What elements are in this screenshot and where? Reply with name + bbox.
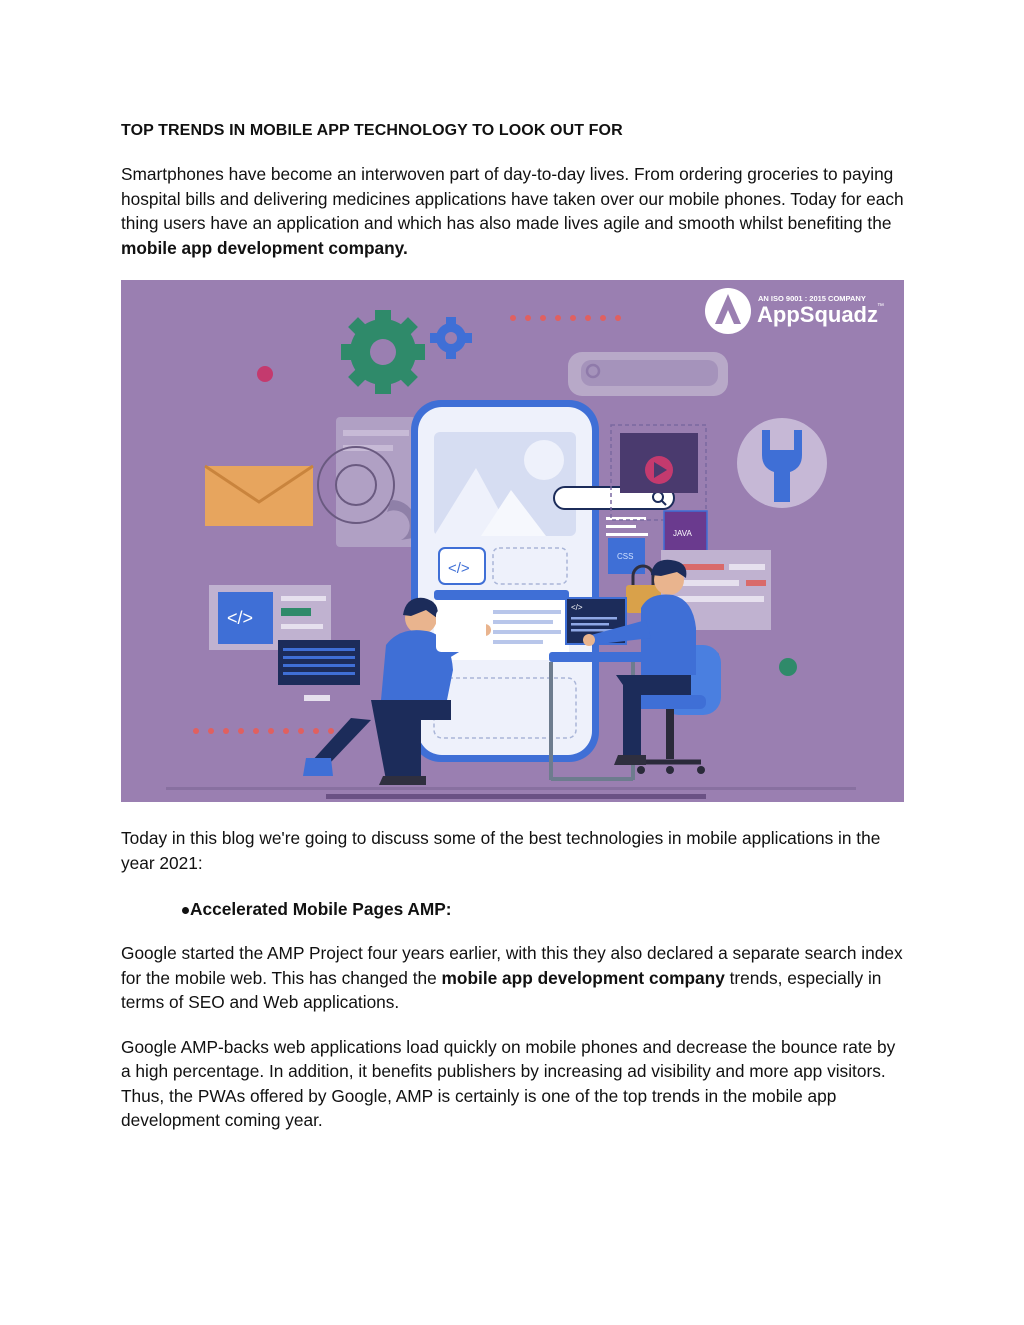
- amp-bold-text: mobile app development company: [441, 967, 725, 988]
- document-body: [121, 122, 906, 1133]
- svg-text:™: ™: [877, 303, 884, 310]
- svg-text:</>: </>: [448, 560, 470, 577]
- svg-text:CSS: CSS: [617, 552, 634, 561]
- bullet-item-amp: [121, 897, 906, 921]
- svg-text:AN ISO 9001 : 2015 COMPANY: AN ISO 9001 : 2015 COMPANY: [758, 294, 866, 303]
- intro-paragraph: [121, 162, 906, 260]
- hero-illustration: [121, 280, 904, 802]
- svg-text:AppSquadz: AppSquadz: [757, 302, 878, 327]
- page-title: TOP TRENDS IN MOBILE APP TECHNOLOGY TO LOOK OUT FOR: [121, 122, 623, 139]
- envelope-icon: [205, 466, 313, 526]
- amp-paragraph-2: Google AMP-backs web applications load quickly on mobile phones and decrease the bounce rate by a high percentage. In addition, it benefits publishers by increasing ad visibility and more app visitors. Thus, the PWAs offered by Google, AMP is certainly is one of the top trends in the mobile app development coming year.: [121, 1036, 896, 1130]
- tablet: [436, 610, 486, 652]
- floor-line: [166, 787, 856, 790]
- dark-list-panel: [278, 640, 360, 685]
- code-icon: </>: [227, 608, 254, 628]
- floor-shadow: [326, 794, 706, 799]
- gear-icon-large: [341, 310, 425, 394]
- amp-paragraph-1: Google started the AMP Project four years earlier, with this they also declared a separate search index for the mobile web. This has changed the mobile app development company trends, especially in terms of SEO and Web applications.: [121, 943, 903, 1012]
- intro-text: Smartphones have become an interwoven part of day-to-day lives. From ordering groceries to paying hospital bills and delivering medicines applications have taken over our mobile phones. Today for each thing users have an application and which has also made lives agile and smooth whilst benefiting the: [121, 164, 904, 233]
- lead-in-paragraph: Today in this blog we're going to discuss some of the best technologies in mobile applications in the year 2021:: [121, 828, 881, 873]
- svg-text:</>: </>: [571, 603, 583, 612]
- wrench-icon: [737, 418, 827, 508]
- pink-dot: [257, 366, 273, 382]
- green-dot: [779, 658, 797, 676]
- intro-bold-link-text: mobile app development company.: [121, 237, 408, 258]
- bullet-label: Accelerated Mobile Pages AMP:: [190, 899, 452, 919]
- bullet-dot-icon: [182, 907, 189, 914]
- svg-text:JAVA: JAVA: [673, 529, 692, 538]
